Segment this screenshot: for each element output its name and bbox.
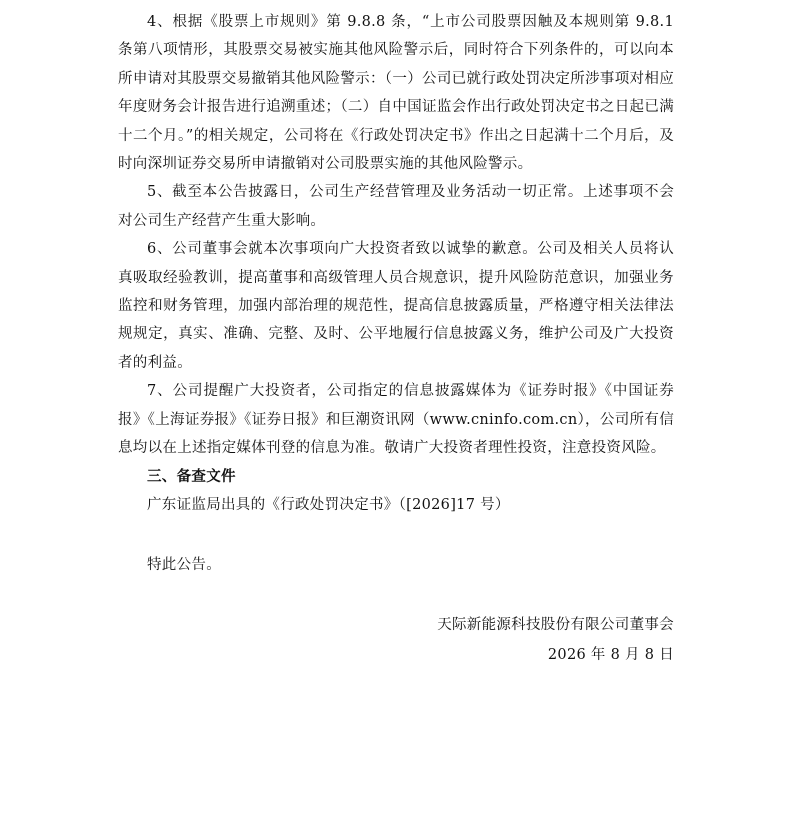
paragraph-item-5: 5、截至本公告披露日，公司生产经营管理及业务活动一切正常。上述事项不会对公司生产经营产生重大影响。 <box>118 184 674 229</box>
signature-company: 天际新能源科技股份有限公司董事会 <box>437 616 674 633</box>
spacer <box>118 580 674 610</box>
paragraph-item-4: 4、根据《股票上市规则》第 9.8.8 条，“上市公司股票因触及本规则第 9.8.1 条第八项情形，其股票交易被实施其他风险警示后，同时符合下列条件的，可以向本所申请对其股票交易撤销其他风险警示：（一）公司已就行政处罚决定所涉事项对相应年度财务会计报告进行追溯重述；（二）自中国证监会作出行政处罚决定书之日起已满十二个月。”的相关规定，公司将在《行政处罚决定书》作出之日起满十二个月后，及时向深圳证券交易所申请撤销对公司股票实施的其他风险警示。 <box>118 14 674 173</box>
closing-statement: 特此公告。 <box>147 557 221 574</box>
reference-file-entry: 广东证监局出具的《行政处罚决定书》（[2026]17 号） <box>147 496 510 513</box>
section-heading-reference-files: 三、备查文件 <box>147 467 236 485</box>
paragraph-item-7: 7、公司提醒广大投资者，公司指定的信息披露媒体为《证券时报》《中国证券报》《上海证券报》《证券日报》和巨潮资讯网（www.cninfo.com.cn），公司所有信息均以在上述指定媒体刊登的信息为准。敬请广大投资者理性投资，注意投资风险。 <box>118 383 674 457</box>
signature-date: 2026 年 8 月 8 日 <box>547 646 674 663</box>
paragraph-item-6: 6、公司董事会就本次事项向广大投资者致以诚挚的歉意。公司及相关人员将认真吸取经验教训，提高董事和高级管理人员合规意识，提升风险防范意识，加强业务监控和财务管理，加强内部治理的规范性，提高信息披露质量，严格遵守相关法律法规规定，真实、准确、完整、及时、公平地履行信息披露义务，维护公司及广大投资者的利益。 <box>118 241 674 371</box>
announcement-page <box>118 8 674 670</box>
spacer <box>118 519 674 551</box>
